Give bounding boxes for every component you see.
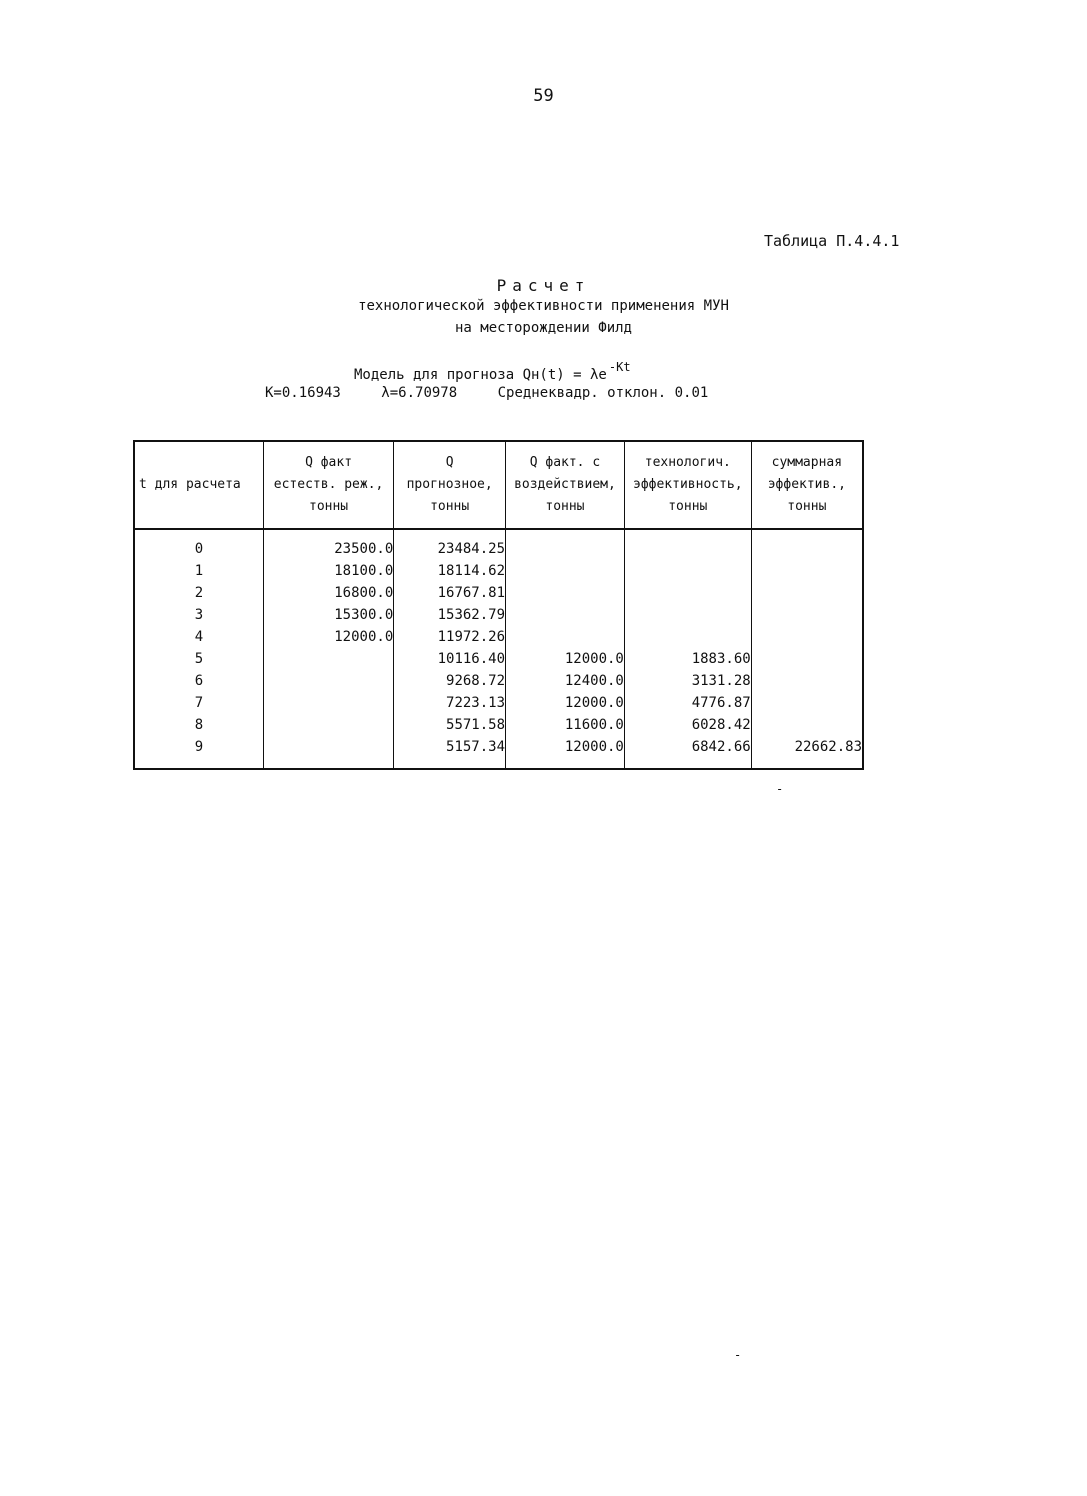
param-lambda: λ=6.70978: [381, 385, 458, 401]
cell-efficiency: [624, 560, 751, 582]
cell-total: 22662.83: [751, 736, 863, 769]
cell-q-forecast: 15362.79: [394, 604, 506, 626]
table-row: [134, 714, 863, 736]
table-row: [134, 529, 863, 560]
cell-q-forecast: 16767.81: [394, 582, 506, 604]
cell-q-fact: 12000.0: [263, 626, 393, 648]
cell-q-forecast: 18114.62: [394, 560, 506, 582]
header-t: t для расчета: [134, 441, 263, 529]
cell-efficiency: [624, 529, 751, 560]
cell-q-impact: [506, 560, 625, 582]
table-row: [134, 692, 863, 714]
cell-q-forecast: 5571.58: [394, 714, 506, 736]
table-row: [134, 604, 863, 626]
header-q-fact-natural: Q факт естеств. реж., тонны: [263, 441, 393, 529]
header-tech-efficiency: технологич. эффективность, тонны: [624, 441, 751, 529]
cell-q-forecast: 7223.13: [394, 692, 506, 714]
cell-t: 0: [134, 529, 263, 560]
cell-total: [751, 648, 863, 670]
header-q-forecast: Q прогнозное, тонны: [394, 441, 506, 529]
cell-t: 3: [134, 604, 263, 626]
heading-line-2: на месторождении Филд: [454, 320, 632, 336]
cell-q-forecast: 5157.34: [394, 736, 506, 769]
cell-efficiency: 6842.66: [624, 736, 751, 769]
cell-efficiency: [624, 626, 751, 648]
efficiency-table: [133, 440, 864, 770]
table-row: [134, 582, 863, 604]
cell-q-fact: [263, 670, 393, 692]
cell-t: 2: [134, 582, 263, 604]
cell-total: [751, 604, 863, 626]
model-formula-text: Модель для прогноза Qн(t) = λe: [354, 367, 607, 383]
cell-q-fact: [263, 736, 393, 769]
header-total-efficiency: суммарная эффектив., тонны: [751, 441, 863, 529]
cell-q-fact: 15300.0: [263, 604, 393, 626]
stray-dash-mark: -: [776, 782, 784, 796]
cell-t: 8: [134, 714, 263, 736]
cell-t: 7: [134, 692, 263, 714]
cell-total: [751, 714, 863, 736]
heading-line-1: технологической эффективности применения МУН: [358, 298, 729, 314]
cell-q-forecast: 23484.25: [394, 529, 506, 560]
cell-efficiency: [624, 604, 751, 626]
table-row: [134, 626, 863, 648]
cell-total: [751, 529, 863, 560]
table-row: [134, 648, 863, 670]
cell-t: 6: [134, 670, 263, 692]
cell-q-fact: [263, 714, 393, 736]
cell-q-forecast: 9268.72: [394, 670, 506, 692]
stray-dash-mark: -: [734, 1348, 742, 1362]
cell-q-impact: 12400.0: [506, 670, 625, 692]
model-formula-exponent: -Kt: [608, 360, 631, 374]
model-formula: [354, 360, 631, 383]
heading-title: Расчет: [496, 276, 591, 295]
cell-q-forecast: 10116.40: [394, 648, 506, 670]
cell-total: [751, 560, 863, 582]
page-number: 59: [533, 86, 554, 106]
cell-q-fact: 18100.0: [263, 560, 393, 582]
cell-t: 5: [134, 648, 263, 670]
cell-q-impact: [506, 626, 625, 648]
cell-total: [751, 582, 863, 604]
cell-q-impact: 12000.0: [506, 648, 625, 670]
cell-t: 9: [134, 736, 263, 769]
model-parameters: [265, 385, 740, 401]
table-row: [134, 560, 863, 582]
cell-total: [751, 692, 863, 714]
cell-q-impact: 11600.0: [506, 714, 625, 736]
cell-q-impact: [506, 582, 625, 604]
param-deviation: Среднеквадр. отклон. 0.01: [497, 385, 709, 401]
cell-q-impact: 12000.0: [506, 692, 625, 714]
cell-q-fact: [263, 692, 393, 714]
cell-efficiency: 3131.28: [624, 670, 751, 692]
table-label: Таблица П.4.4.1: [764, 232, 900, 250]
cell-efficiency: [624, 582, 751, 604]
param-k: K=0.16943: [265, 385, 341, 401]
cell-q-forecast: 11972.26: [394, 626, 506, 648]
cell-total: [751, 626, 863, 648]
cell-q-impact: 12000.0: [506, 736, 625, 769]
cell-t: 1: [134, 560, 263, 582]
cell-q-fact: [263, 648, 393, 670]
cell-efficiency: 4776.87: [624, 692, 751, 714]
table-header-row: [134, 441, 863, 529]
cell-total: [751, 670, 863, 692]
cell-q-impact: [506, 529, 625, 560]
cell-q-fact: 16800.0: [263, 582, 393, 604]
cell-t: 4: [134, 626, 263, 648]
cell-q-fact: 23500.0: [263, 529, 393, 560]
header-q-fact-impact: Q факт. с воздействием, тонны: [506, 441, 625, 529]
cell-efficiency: 6028.42: [624, 714, 751, 736]
cell-efficiency: 1883.60: [624, 648, 751, 670]
cell-q-impact: [506, 604, 625, 626]
table-row: [134, 670, 863, 692]
table-row: [134, 736, 863, 769]
